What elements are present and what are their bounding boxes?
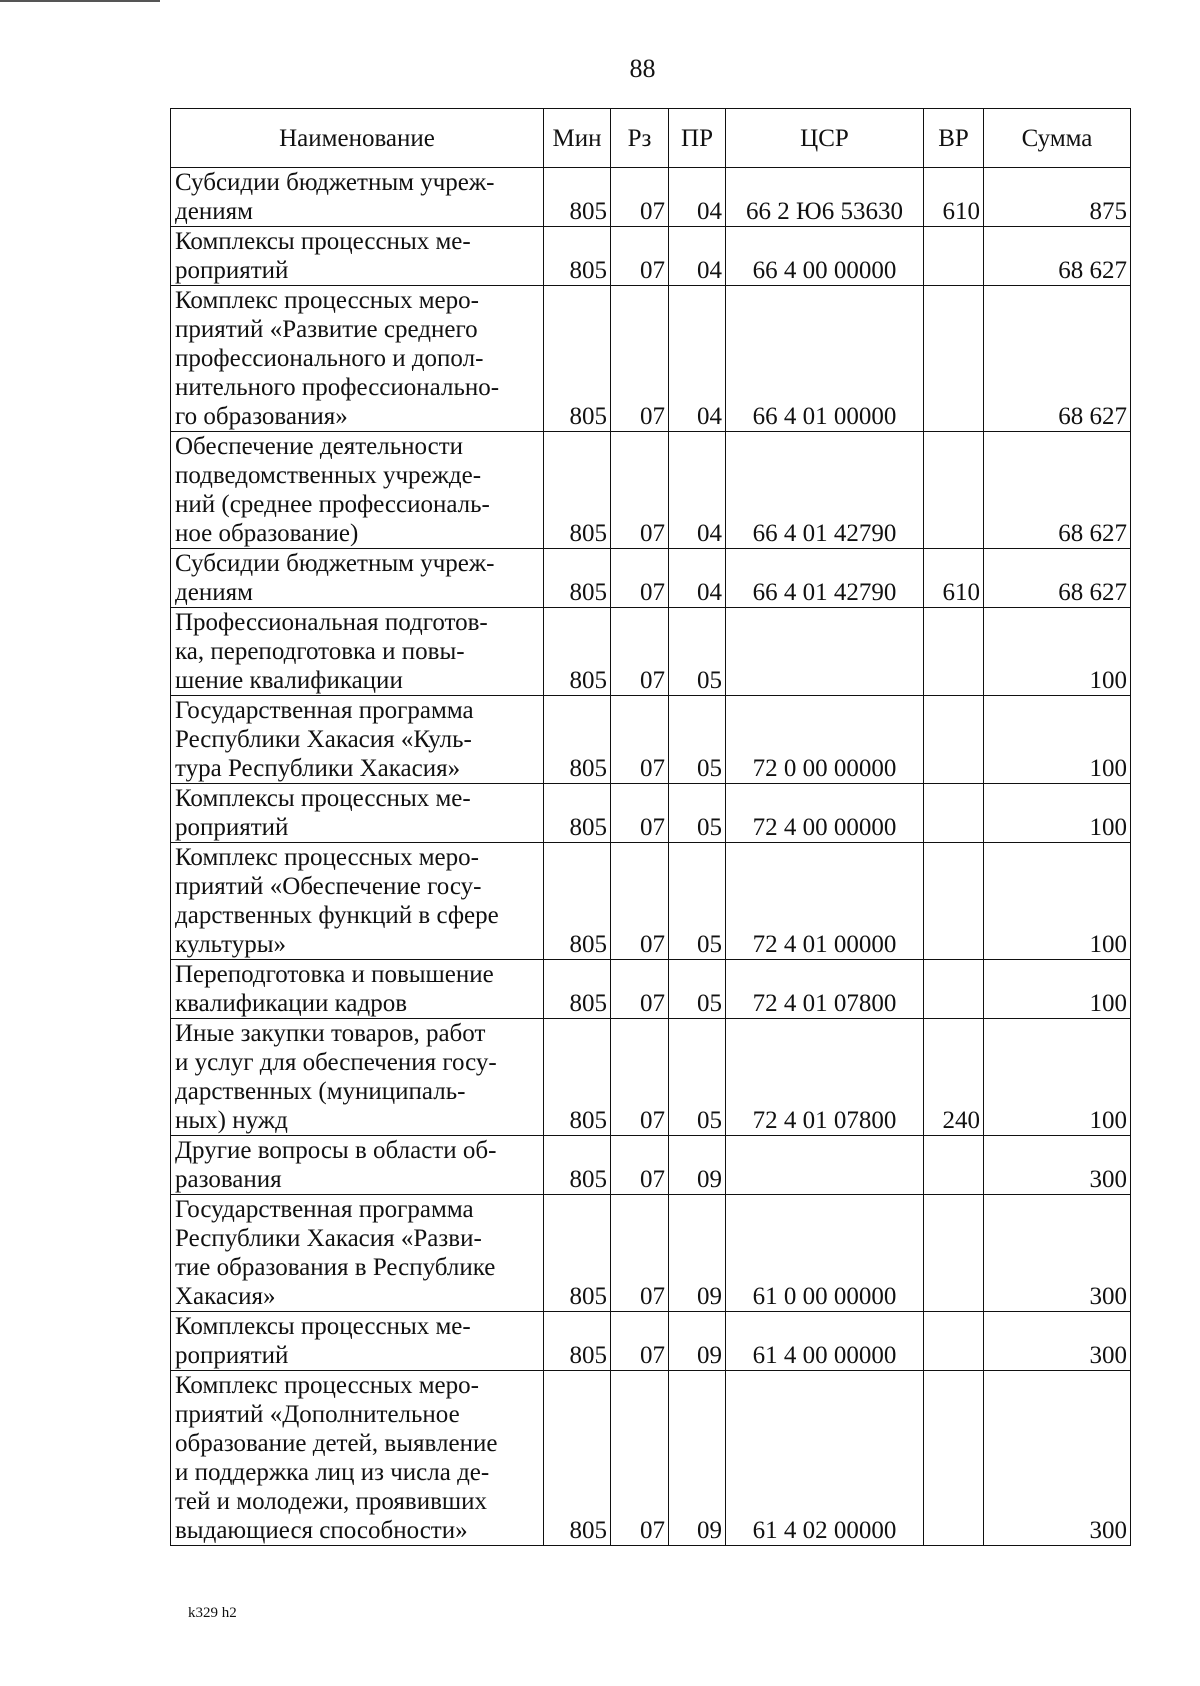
cell-min: 805: [544, 549, 611, 608]
cell-vr: [924, 784, 984, 843]
cell-sum: 300: [984, 1312, 1131, 1371]
table-row: [171, 1312, 1131, 1371]
table-row: [171, 784, 1131, 843]
scan-edge-mark: [0, 0, 160, 2]
cell-name-line: тей и молодежи, проявивших: [175, 1488, 488, 1515]
cell-rz: 07: [611, 286, 669, 432]
cell-min: 805: [544, 168, 611, 227]
cell-name-line: Комплекс процессных меро-: [175, 844, 479, 871]
cell-min: 805: [544, 1019, 611, 1136]
cell-name-line: Комплекс процессных меро-: [175, 1372, 479, 1399]
cell-csr: 66 4 01 00000: [726, 286, 924, 432]
cell-name-line: тура Республики Хакасия»: [175, 755, 461, 782]
table-row: [171, 696, 1131, 784]
cell-pr: 04: [669, 549, 726, 608]
table-header-row: [171, 109, 1131, 168]
cell-rz: 07: [611, 696, 669, 784]
cell-name-line: роприятий: [175, 814, 289, 841]
header-vr: ВР: [924, 109, 984, 168]
cell-name-line: дарственных функций в сфере: [175, 902, 499, 929]
cell-name: [171, 286, 544, 432]
table-row: [171, 549, 1131, 608]
table-row: [171, 1136, 1131, 1195]
cell-name-line: шение квалификации: [175, 667, 403, 694]
cell-rz: 07: [611, 1312, 669, 1371]
table-row: [171, 1019, 1131, 1136]
cell-csr: 72 0 00 00000: [726, 696, 924, 784]
cell-pr: 09: [669, 1312, 726, 1371]
cell-name-line: Государственная программа: [175, 1196, 474, 1223]
cell-min: 805: [544, 784, 611, 843]
cell-rz: 07: [611, 608, 669, 696]
cell-min: 805: [544, 1371, 611, 1546]
cell-sum: 300: [984, 1371, 1131, 1546]
table-row: [171, 1195, 1131, 1312]
cell-name-line: Хакасия»: [175, 1283, 276, 1310]
header-name: Наименование: [171, 109, 544, 168]
cell-name: [171, 168, 544, 227]
cell-pr: 05: [669, 960, 726, 1019]
table-row: [171, 1371, 1131, 1546]
cell-rz: 07: [611, 1136, 669, 1195]
cell-vr: [924, 1195, 984, 1312]
cell-vr: [924, 960, 984, 1019]
cell-name-line: роприятий: [175, 1342, 289, 1369]
cell-rz: 07: [611, 1019, 669, 1136]
cell-name-line: дениям: [175, 579, 253, 606]
table-row: [171, 843, 1131, 960]
page-number: 88: [629, 54, 656, 83]
cell-vr: [924, 227, 984, 286]
table-row: [171, 227, 1131, 286]
cell-min: 805: [544, 843, 611, 960]
cell-csr: 66 4 01 42790: [726, 432, 924, 549]
cell-name-line: Переподготовка и повышение: [175, 961, 494, 988]
cell-name-line: Другие вопросы в области об-: [175, 1137, 497, 1164]
cell-csr: 72 4 01 00000: [726, 843, 924, 960]
cell-pr: 09: [669, 1136, 726, 1195]
table-row: [171, 432, 1131, 549]
cell-name-line: тие образования в Республике: [175, 1254, 496, 1281]
cell-vr: [924, 608, 984, 696]
cell-name-line: ных) нужд: [175, 1107, 288, 1134]
cell-min: 805: [544, 1136, 611, 1195]
cell-name-line: Республики Хакасия «Куль-: [175, 726, 472, 753]
cell-pr: 04: [669, 432, 726, 549]
cell-pr: 05: [669, 608, 726, 696]
cell-csr: 61 0 00 00000: [726, 1195, 924, 1312]
cell-rz: 07: [611, 1195, 669, 1312]
cell-csr: 61 4 02 00000: [726, 1371, 924, 1546]
header-sum: Сумма: [984, 109, 1131, 168]
cell-name: [171, 432, 544, 549]
budget-table: [170, 108, 1131, 1546]
cell-vr: [924, 1136, 984, 1195]
cell-pr: 05: [669, 784, 726, 843]
cell-rz: 07: [611, 227, 669, 286]
cell-rz: 07: [611, 432, 669, 549]
cell-min: 805: [544, 286, 611, 432]
cell-rz: 07: [611, 960, 669, 1019]
cell-rz: 07: [611, 549, 669, 608]
cell-rz: 07: [611, 784, 669, 843]
header-min: Мин: [544, 109, 611, 168]
cell-name: [171, 1371, 544, 1546]
cell-min: 805: [544, 960, 611, 1019]
cell-pr: 04: [669, 286, 726, 432]
cell-name-line: го образования»: [175, 403, 348, 430]
cell-sum: 100: [984, 1019, 1131, 1136]
cell-name-line: ное образование): [175, 520, 359, 547]
cell-vr: [924, 843, 984, 960]
cell-pr: 04: [669, 168, 726, 227]
cell-name-line: нительного профессионально-: [175, 374, 500, 401]
cell-pr: 05: [669, 696, 726, 784]
cell-vr: [924, 1312, 984, 1371]
cell-csr: 72 4 00 00000: [726, 784, 924, 843]
cell-min: 805: [544, 608, 611, 696]
cell-csr: 66 4 01 42790: [726, 549, 924, 608]
cell-csr: 61 4 00 00000: [726, 1312, 924, 1371]
cell-name-line: Иные закупки товаров, работ: [175, 1020, 486, 1047]
footer-code: k329 h2: [188, 1605, 237, 1621]
cell-csr: 72 4 01 07800: [726, 1019, 924, 1136]
cell-vr: [924, 1371, 984, 1546]
cell-rz: 07: [611, 843, 669, 960]
cell-sum: 300: [984, 1195, 1131, 1312]
cell-vr: [924, 432, 984, 549]
cell-csr: 72 4 01 07800: [726, 960, 924, 1019]
cell-name-line: культуры»: [175, 931, 287, 958]
header-pr: ПР: [669, 109, 726, 168]
cell-csr: [726, 1136, 924, 1195]
cell-name-line: Комплексы процессных ме-: [175, 228, 471, 255]
cell-pr: 09: [669, 1371, 726, 1546]
cell-name: [171, 608, 544, 696]
cell-vr: 610: [924, 549, 984, 608]
cell-sum: 100: [984, 960, 1131, 1019]
cell-name-line: ка, переподготовка и повы-: [175, 638, 465, 665]
header-csr: ЦСР: [726, 109, 924, 168]
table-body: [171, 168, 1131, 1546]
cell-name: [171, 1312, 544, 1371]
cell-min: 805: [544, 432, 611, 549]
cell-sum: 100: [984, 696, 1131, 784]
cell-sum: 68 627: [984, 286, 1131, 432]
cell-name-line: Комплексы процессных ме-: [175, 1313, 471, 1340]
cell-name: [171, 784, 544, 843]
cell-name: [171, 549, 544, 608]
cell-min: 805: [544, 1312, 611, 1371]
cell-vr: [924, 286, 984, 432]
cell-name: [171, 1019, 544, 1136]
cell-name: [171, 960, 544, 1019]
cell-name-line: приятий «Развитие среднего: [175, 316, 478, 343]
cell-sum: 68 627: [984, 432, 1131, 549]
cell-csr: 66 4 00 00000: [726, 227, 924, 286]
cell-name-line: Комплекс процессных меро-: [175, 287, 479, 314]
cell-name: [171, 227, 544, 286]
cell-name-line: дениям: [175, 198, 253, 225]
cell-name-line: образование детей, выявление: [175, 1430, 498, 1457]
cell-sum: 100: [984, 608, 1131, 696]
cell-name-line: дарственных (муниципаль-: [175, 1078, 466, 1105]
cell-sum: 100: [984, 784, 1131, 843]
cell-sum: 68 627: [984, 227, 1131, 286]
cell-name-line: ний (среднее профессиональ-: [175, 491, 490, 518]
cell-name-line: Государственная программа: [175, 697, 474, 724]
cell-name-line: квалификации кадров: [175, 990, 408, 1017]
cell-name: [171, 696, 544, 784]
cell-name-line: Обеспечение деятельности: [175, 433, 464, 460]
table-row: [171, 608, 1131, 696]
cell-name-line: приятий «Обеспечение госу-: [175, 873, 482, 900]
cell-sum: 875: [984, 168, 1131, 227]
cell-pr: 04: [669, 227, 726, 286]
cell-min: 805: [544, 1195, 611, 1312]
cell-sum: 100: [984, 843, 1131, 960]
cell-rz: 07: [611, 168, 669, 227]
cell-name-line: подведомственных учрежде-: [175, 462, 482, 489]
cell-name-line: разования: [175, 1166, 282, 1193]
cell-name-line: Республики Хакасия «Разви-: [175, 1225, 482, 1252]
cell-vr: [924, 696, 984, 784]
cell-name-line: профессионального и допол-: [175, 345, 484, 372]
cell-pr: 05: [669, 1019, 726, 1136]
cell-pr: 05: [669, 843, 726, 960]
table-row: [171, 960, 1131, 1019]
cell-name-line: Субсидии бюджетным учреж-: [175, 550, 495, 577]
table-row: [171, 168, 1131, 227]
cell-name-line: Комплексы процессных ме-: [175, 785, 471, 812]
cell-vr: 610: [924, 168, 984, 227]
header-rz: Рз: [611, 109, 669, 168]
cell-vr: 240: [924, 1019, 984, 1136]
cell-name: [171, 1195, 544, 1312]
cell-min: 805: [544, 696, 611, 784]
cell-sum: 68 627: [984, 549, 1131, 608]
cell-name: [171, 1136, 544, 1195]
cell-pr: 09: [669, 1195, 726, 1312]
cell-name-line: Субсидии бюджетным учреж-: [175, 169, 495, 196]
cell-name-line: и поддержка лиц из числа де-: [175, 1459, 490, 1486]
table-row: [171, 286, 1131, 432]
cell-csr: 66 2 Ю6 53630: [726, 168, 924, 227]
cell-name-line: и услуг для обеспечения госу-: [175, 1049, 497, 1076]
cell-name-line: приятий «Дополнительное: [175, 1401, 460, 1428]
cell-sum: 300: [984, 1136, 1131, 1195]
cell-name-line: Профессиональная подготов-: [175, 609, 488, 636]
cell-name-line: выдающиеся способности»: [175, 1517, 468, 1544]
cell-min: 805: [544, 227, 611, 286]
cell-rz: 07: [611, 1371, 669, 1546]
cell-csr: [726, 608, 924, 696]
cell-name: [171, 843, 544, 960]
cell-name-line: роприятий: [175, 257, 289, 284]
